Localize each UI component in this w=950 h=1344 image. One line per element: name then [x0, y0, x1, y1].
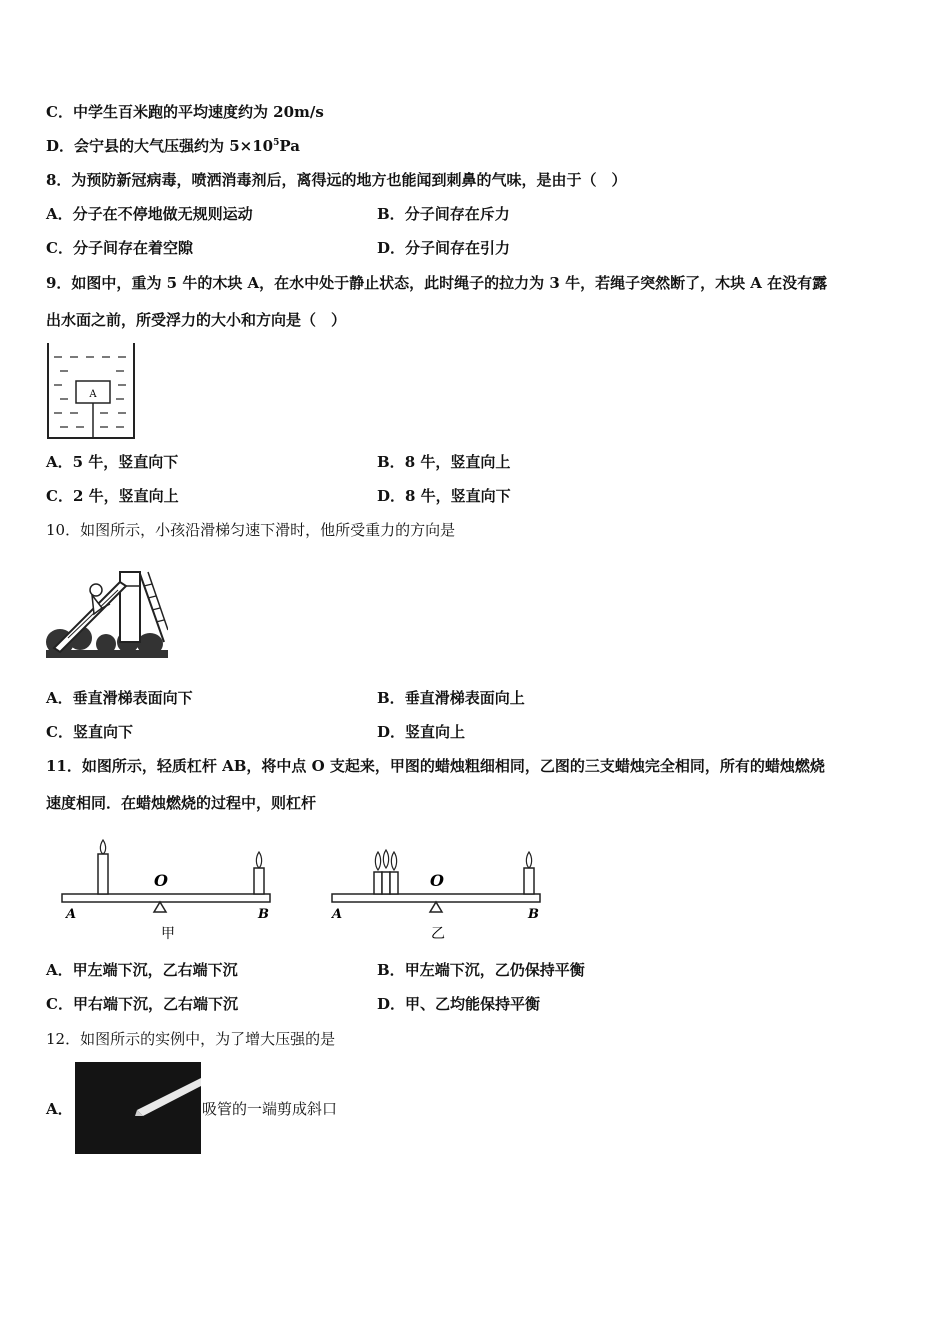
q10-option-b: B．垂直滑梯表面向上	[377, 689, 525, 707]
q9-option-c: C．2 牛，竖直向上	[46, 487, 179, 505]
q10-option-d: D．竖直向上	[377, 723, 466, 741]
q11-option-d: D．甲、乙均能保持平衡	[377, 995, 541, 1013]
q10-option-a: A．垂直滑梯表面向下	[46, 689, 193, 707]
q8-option-b: B．分子间存在斥力	[377, 205, 510, 223]
point-o-label: O	[154, 871, 168, 890]
q11-option-b: B．甲左端下沉，乙仍保持平衡	[377, 961, 585, 979]
q10-slide-figure	[46, 562, 168, 660]
q8-option-d: D．分子间存在引力	[377, 239, 511, 257]
q9-water-tank-figure	[46, 343, 138, 441]
option-label: D．	[46, 137, 75, 155]
option-d-prev	[46, 136, 300, 156]
q12-option-a-label: A．	[46, 1100, 73, 1118]
q9-stem-line1: 9．如图中，重为 5 牛的木块 A，在水中处于静止状态，此时绳子的拉力为 3 牛，若绳子突然断了，木块 A 在没有露	[46, 274, 828, 292]
block-label: A	[89, 389, 97, 400]
q12-straw-photo	[75, 1062, 201, 1154]
q11-stem-line1: 11．如图所示，轻质杠杆 AB，将中点 O 支起来，甲图的蜡烛粗细相同，乙图的三支蜡烛完全相同，所有的蜡烛燃烧	[46, 757, 825, 775]
option-c-prev	[46, 102, 324, 122]
option-text: 会宁县的大气压强约为 5×10	[74, 137, 274, 155]
q12-stem: 12．如图所示的实例中，为了增大压强的是	[46, 1030, 336, 1048]
q12-option-a-text: 吸管的一端剪成斜口	[202, 1100, 338, 1118]
point-b-label: B	[528, 907, 539, 922]
point-a-label: A	[66, 907, 77, 922]
q10-option-c: C．竖直向下	[46, 723, 133, 741]
option-text-unit: Pa	[279, 137, 300, 155]
q10-stem: 10．如图所示，小孩沿滑梯匀速下滑时，他所受重力的方向是	[46, 521, 456, 539]
q9-option-a: A．5 牛，竖直向下	[46, 453, 179, 471]
option-text: 中学生百米跑的平均速度约为 20m/s	[72, 103, 324, 121]
q9-option-d: D．8 牛，竖直向下	[377, 487, 511, 505]
figure-caption: 甲	[161, 926, 175, 942]
q9-option-b: B．8 牛，竖直向上	[377, 453, 511, 471]
option-label: C．	[46, 103, 73, 121]
q9-stem-line2: 出水面之前，所受浮力的大小和方向是（ ）	[46, 311, 347, 329]
point-a-label: A	[332, 907, 343, 922]
q8-stem: 8．为预防新冠病毒，喷洒消毒剂后，离得远的地方也能闻到刺鼻的气味，是由于（ ）	[46, 171, 627, 189]
q11-option-c: C．甲右端下沉，乙右端下沉	[46, 995, 238, 1013]
q11-lever-figure-jia	[56, 838, 278, 946]
q8-option-c: C．分子间存在着空隙	[46, 239, 193, 257]
q11-stem-line2: 速度相同．在蜡烛燃烧的过程中，则杠杆	[46, 794, 317, 812]
q11-option-a: A．甲左端下沉，乙右端下沉	[46, 961, 238, 979]
superscript: 5	[273, 138, 280, 148]
q8-option-a: A．分子在不停地做无规则运动	[46, 205, 253, 223]
q11-lever-figure-yi	[326, 838, 548, 946]
point-o-label: O	[430, 871, 444, 890]
figure-caption: 乙	[431, 926, 445, 942]
point-b-label: B	[258, 907, 269, 922]
